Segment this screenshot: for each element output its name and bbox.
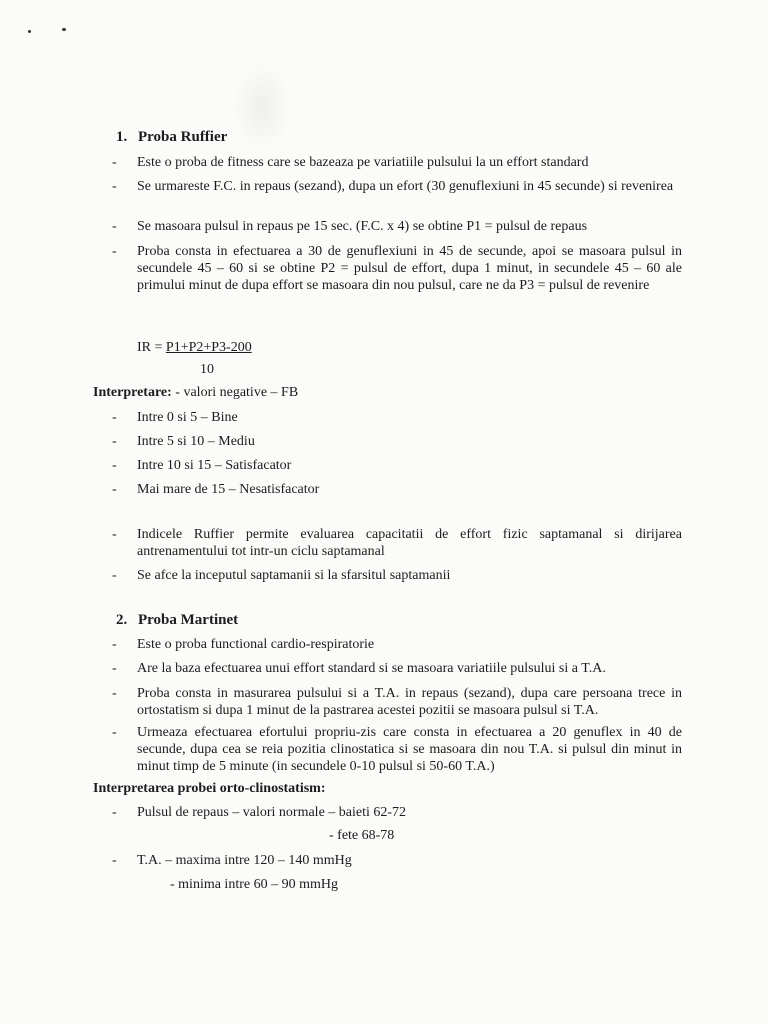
interpretation-line: Interpretare: - valori negative – FB: [93, 385, 299, 400]
list-item: - Intre 0 si 5 – Bine: [112, 410, 238, 425]
pulse-girls-line: - fete 68-78: [329, 828, 395, 843]
list-item: - Urmeaza efectuarea efortului propriu-zis care consta in efectuarea a 20 genuflex in 40 de secunde, dupa cea se reia pozitia clinostatica si se masoara din nou T.A. si pulsul din minut in minut timp de 5 minute (in secundele 0-10 pulsul si 50-60 T.A.): [112, 725, 682, 774]
section-2-interpretation-label: Interpretarea probei orto-clinostatism:: [93, 781, 326, 796]
list-item: - Mai mare de 15 – Nesatisfacator: [112, 482, 320, 497]
list-item: - Proba consta in efectuarea a 30 de genuflexiuni in 45 de secunde, apoi se masoara pulsul in secundele 45 – 60 si se obtine P2 = pulsul de effort, dupa 1 minut, in secundele 45 – 60 ale primului minut de dupa effort se masoara din nou pulsul, care ne da P3 = pulsul de revenire: [112, 244, 682, 293]
list-item: - Indicele Ruffier permite evaluarea capacitatii de effort fizic saptamanal si dirijarea antrenamentului tot intr-un ciclu saptamanal: [112, 527, 682, 559]
list-item: - Proba consta in masurarea pulsului si a T.A. in repaus (sezand), dupa care persoana trece in ortostatism si dupa 1 minut de la pastrarea acestei pozitii se masoara pulsul si T.A.: [112, 686, 682, 718]
list-item: - Se afce la inceputul saptamanii si la sfarsitul saptamanii: [112, 568, 451, 583]
list-item: - Se masoara pulsul in repaus pe 15 sec. (F.C. x 4) se obtine P1 = pulsul de repaus: [112, 219, 588, 234]
list-item: - Este o proba de fitness care se bazeaza pe variatiile pulsului la un effort standard: [112, 155, 589, 170]
scan-speck: [28, 30, 31, 33]
scan-speck: [62, 28, 66, 31]
list-item: - Intre 5 si 10 – Mediu: [112, 434, 255, 449]
list-item: - Se urmareste F.C. in repaus (sezand), dupa un efort (30 genuflexiuni in 45 secunde) si revenirea: [112, 179, 674, 194]
section-1-heading: [116, 129, 227, 146]
section-2-number: 2.: [116, 612, 128, 628]
list-item: - Are la baza efectuarea unui effort standard si se masoara variatiile pulsului si a T.A.: [112, 661, 606, 676]
scan-smudge: [232, 62, 292, 152]
formula-numerator: P1+P2+P3-200: [165, 340, 252, 355]
list-item: - Pulsul de repaus – valori normale – baieti 62-72: [112, 805, 407, 820]
section-1-title: Proba Ruffier: [138, 129, 228, 145]
list-item: - T.A. – maxima intre 120 – 140 mmHg: [112, 853, 352, 868]
section-2-heading: [116, 612, 238, 629]
section-2-title: Proba Martinet: [138, 612, 239, 628]
ruffier-formula: IR = P1+P2+P3-200: [137, 340, 252, 355]
formula-denominator: 10: [200, 362, 214, 377]
list-item: - Este o proba functional cardio-respiratorie: [112, 637, 375, 652]
section-1-number: 1.: [116, 129, 128, 145]
ta-min-line: - minima intre 60 – 90 mmHg: [170, 877, 338, 892]
list-item: - Intre 10 si 15 – Satisfacator: [112, 458, 292, 473]
interpretation-label: Interpretare:: [93, 385, 172, 400]
